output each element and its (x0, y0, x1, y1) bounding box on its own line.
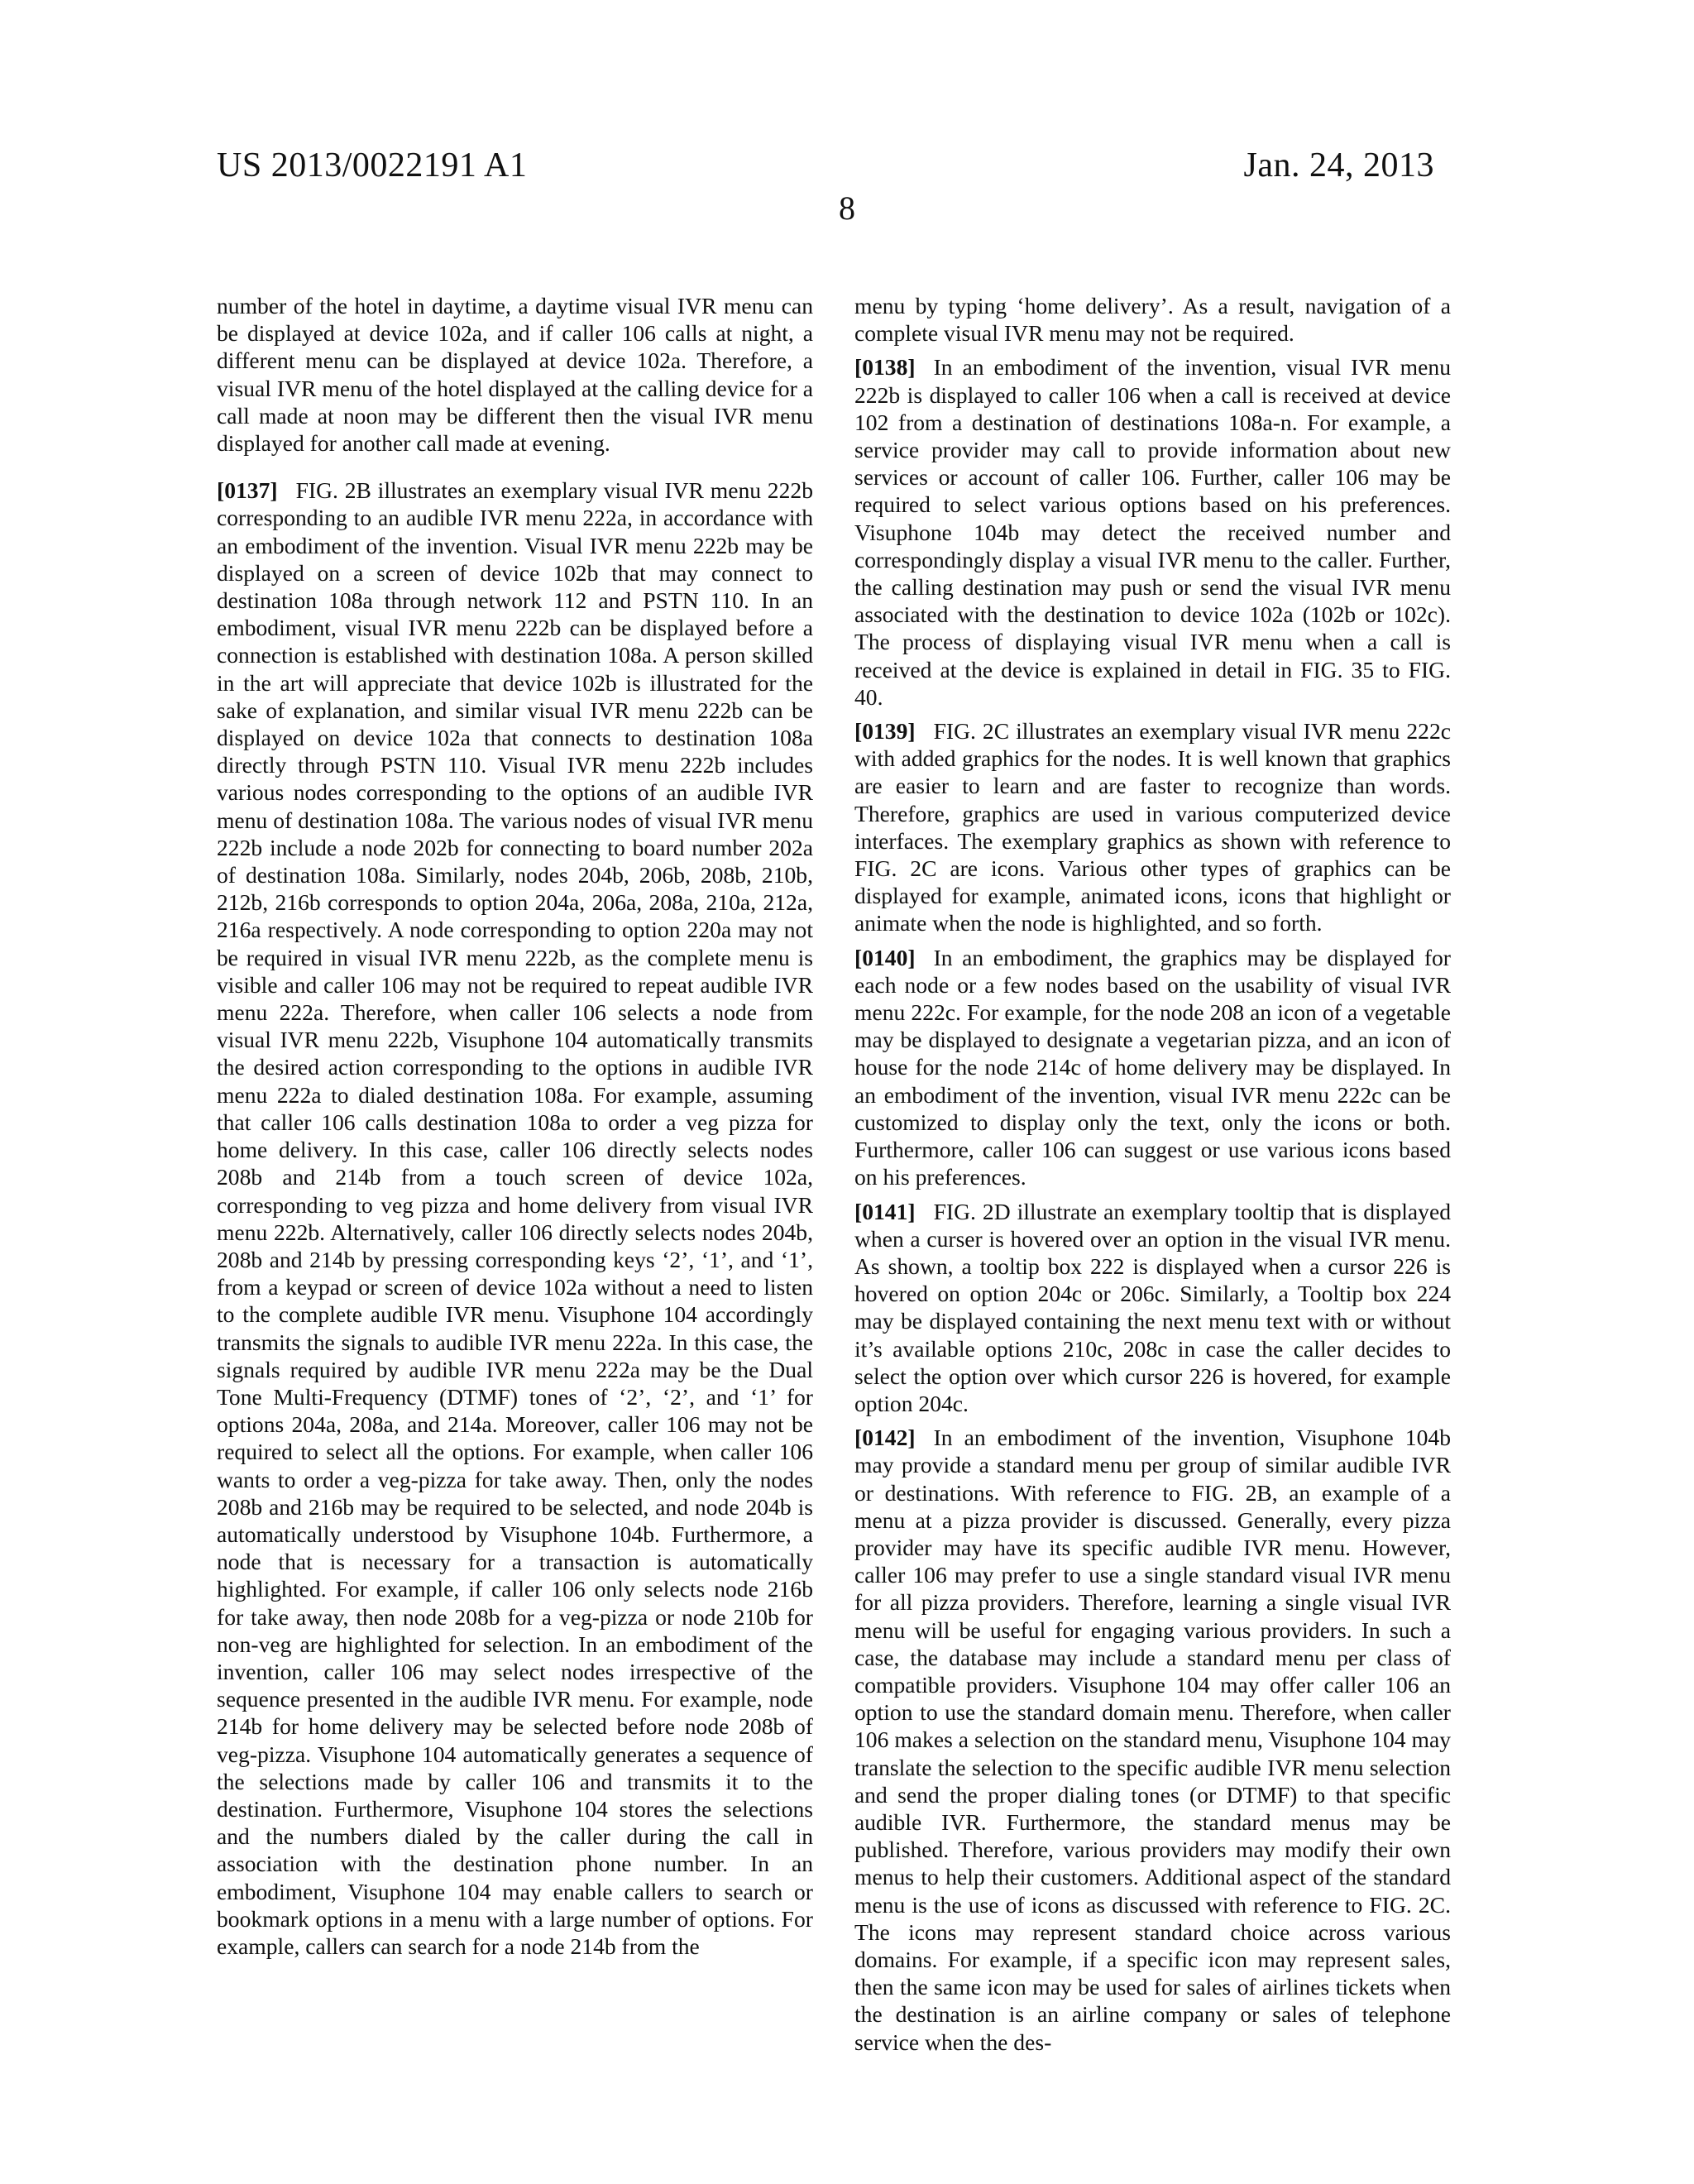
paragraph-text: In an embodiment of the invention, Visuphone 104b may provide a standard menu per group of similar audible IVR or destinations. With reference to FIG. 2B, an example of a menu at a pizza provider is discussed. Generally, every pizza provider may have its specific audible IVR menu. However, caller 106 may prefer to use a single standard visual IVR menu for all pizza providers. Therefore, learning a single visual IVR menu will be useful for engaging various providers. In such a case, the database may include a standard menu per class of compatible providers. Visuphone 104 may offer caller 106 an option to use the standard domain menu. Therefore, when caller 106 makes a selection on the standard menu, Visuphone 104 may translate the selection to the specific audible IVR menu selection and send the proper dialing tones (or DTMF) to that specific audible IVR. Furthermore, the standard menus may be published. Therefore, various providers may modify their own menus to help their customers. Additional aspect of the standard menu is the use of icons as discussed with reference to FIG. 2C. The icons may represent standard choice across various domains. For example, if a specific icon may represent sales, then the same icon may be used for sales of airlines tickets when the destination is an airline company or sales of telephone service when the des- (854, 1425, 1451, 2055)
paragraph-text: FIG. 2C illustrates an exemplary visual IVR menu 222c with added graphics for the nodes. It is well known that graphics are easier to learn and are faster to recognize than words. Therefore, graphics are used in various computerized device interfaces. The exemplary graphics as shown with reference to FIG. 2C are icons. Various other types of graphics can be displayed for example, animated icons, icons that highlight or animate when the node is highlighted, and so forth. (854, 718, 1451, 936)
paragraph-number: [0141] (854, 1198, 916, 1224)
paragraph (854, 353, 1451, 711)
paragraph-text: menu by typing ‘home delivery’. As a result, navigation of a complete visual IVR menu may not be required. (854, 293, 1451, 347)
paragraph (854, 1424, 1451, 2056)
paragraph (854, 1198, 1451, 1418)
right-column (854, 292, 1451, 2056)
publication-number: US 2013/0022191 A1 (217, 146, 528, 184)
paragraph-number: [0137] (217, 477, 278, 504)
paragraph-number: [0142] (854, 1425, 916, 1451)
paragraph-number: [0140] (854, 944, 916, 970)
paragraph-text: In an embodiment of the invention, visual IVR menu 222b is displayed to caller 106 when a call is received at device 102 from a destination of destinations 108a-n. For example, a service provider may call to provide information about new services or account of caller 106. Further, caller 106 may be required to select various options based on his preferences. Visuphone 104b may detect the received number and correspondingly display a visual IVR menu to the caller. Further, the calling destination may push or send the visual IVR menu associated with the destination to device 102a (102b or 102c). The process of displaying visual IVR menu when a call is received at the device is explained in detail in FIG. 35 to FIG. 40. (854, 354, 1451, 710)
paragraph-number: [0138] (854, 354, 916, 381)
paragraph-text: In an embodiment, the graphics may be displayed for each node or a few nodes based on the usability of visual IVR menu 222c. For example, for the node 208 an icon of a vegetable may be displayed to designate a vegetarian pizza, and an icon of house for the node 214c of home delivery may be displayed. In an embodiment of the invention, visual IVR menu 222c can be customized to display only the text, only the icons or both. Furthermore, caller 106 can suggest or use various icons based on his preferences. (854, 944, 1451, 1190)
page-number: 8 (839, 189, 855, 227)
paragraph (854, 717, 1451, 937)
paragraph (217, 477, 813, 1960)
paragraph-number: [0139] (854, 718, 916, 745)
paragraph-text: FIG. 2B illustrates an exemplary visual IVR menu 222b corresponding to an audible IVR menu 222a, in accordance with an embodiment of the invention. Visual IVR menu 222b may be displayed on a screen of device 102b that may connect to destination 108a through network 112 and PSTN 110. In an embodiment, visual IVR menu 222b can be displayed before a connection is established with destination 108a. A person skilled in the art will appreciate that device 102b is illustrated for the sake of explanation, and similar visual IVR menu 222b can be displayed on device 102a that connects to destination 108a directly through PSTN 110. Visual IVR menu 222b includes various nodes corresponding to the options of an audible IVR menu of destination 108a. The various nodes of visual IVR menu 222b include a node 202b for connecting to board number 202a of destination 108a. Similarly, nodes 204b, 206b, 208b, 210b, 212b, 216b corresponds to option 204a, 206a, 208a, 210a, 212a, 216a respectively. A node corresponding to option 220a may not be required in visual IVR menu 222b, as the complete menu is visible and caller 106 may not be required to repeat audible IVR menu 222a. Therefore, when caller 106 selects a node from visual IVR menu 222b, Visuphone 104 automatically transmits the desired action corresponding to the options in audible IVR menu 222a to dialed destination 108a. For example, assuming that caller 106 calls destination 108a to order a veg pizza for home delivery. In this case, caller 106 directly selects nodes 208b and 214b from a touch screen of device 102a, corresponding to veg pizza and home delivery from visual IVR menu 222b. Alternatively, caller 106 directly selects nodes 204b, 208b and 214b by pressing corresponding keys ‘2’, ‘1’, and ‘1’, from a keypad or screen of device 102a without a need to listen to the complete audible IVR menu. Visuphone 104 accordingly transmits the signals to audible IVR menu 222a. In this case, the signals required by audible IVR menu 222a may be the Dual Tone Multi-Frequency (DTMF) tones of ‘2’, ‘2’, and ‘1’ for options 204a, 208a, and 214a. Moreover, caller 106 may not be required to select all the options. For example, when caller 106 wants to order a veg-pizza for take away. Then, only the nodes 208b and 216b may be required to be selected, and node 204b is automatically understood by Visuphone 104b. Furthermore, a node that is necessary for a transaction is automatically highlighted. For example, if caller 106 only selects node 216b for take away, then node 208b for a veg-pizza or node 210b for non-veg are highlighted for selection. In an embodiment of the invention, caller 106 may select nodes irrespective of the sequence presented in the audible IVR menu. For example, node 214b for home delivery may be selected before node 208b of veg-pizza. Visuphone 104 automatically generates a sequence of the selections made by caller 106 and transmits it to the destination. Furthermore, Visuphone 104 stores the selections and the numbers dialed by the caller during the call in association with the destination phone number. In an embodiment, Visuphone 104 may enable callers to search or bookmark options in a menu with a large number of options. For example, callers can search for a node 214b from the (217, 477, 813, 1959)
paragraph (854, 944, 1451, 1191)
paragraph (854, 292, 1451, 347)
paragraph (217, 292, 813, 457)
paragraph-text: FIG. 2D illustrate an exemplary tooltip that is displayed when a curser is hovered over an option in the visual IVR menu. As shown, a tooltip box 222 is displayed when a cursor 226 is hovered on option 204c or 206c. Similarly, a Tooltip box 224 may be displayed containing the next menu text with or without it’s available options 210c, 208c in case the caller decides to select the option over which cursor 226 is hovered, for example option 204c. (854, 1198, 1451, 1416)
left-column (217, 292, 813, 1960)
paragraph-text: number of the hotel in daytime, a daytime visual IVR menu can be displayed at device 102a, and if caller 106 calls at night, a different menu can be displayed at device 102a. Therefore, a visual IVR menu of the hotel displayed at the calling device for a call made at noon may be different then the visual IVR menu displayed for another call made at evening. (217, 293, 813, 457)
publication-date: Jan. 24, 2013 (1243, 146, 1434, 184)
